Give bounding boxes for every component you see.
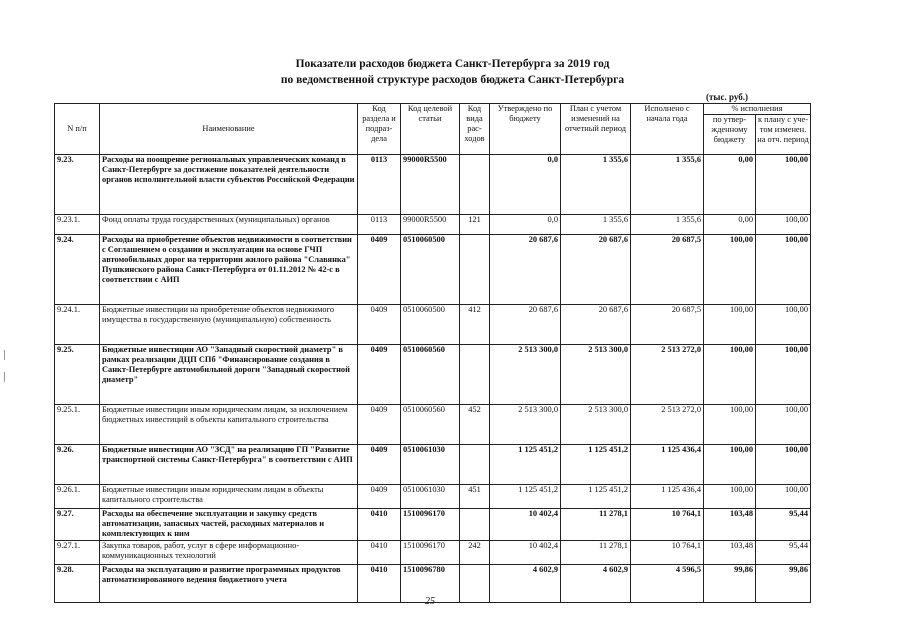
table-row: [55, 541, 811, 565]
row-section-code: 0409: [358, 235, 401, 305]
row-plan: 4 602,9: [561, 565, 631, 603]
row-target-code: 0510060560: [401, 345, 460, 405]
row-section-code: 0410: [358, 565, 401, 603]
table-row: [55, 305, 811, 345]
row-target-code: 99000R5500: [401, 215, 460, 235]
row-done: 2 513 272,0: [631, 345, 704, 405]
row-plan: 1 125 451,2: [561, 485, 631, 509]
row-done: 1 355,6: [631, 215, 704, 235]
row-section-code: 0409: [358, 345, 401, 405]
table-row: [55, 509, 811, 541]
row-section-code: 0113: [358, 155, 401, 215]
table-row: [55, 155, 811, 215]
row-target-code: 1510096170: [401, 541, 460, 565]
row-number: 9.25.: [55, 345, 100, 405]
row-done: 10 764,1: [631, 509, 704, 541]
row-pct-plan: 99,86: [756, 565, 811, 603]
row-pct-plan: 100,00: [756, 155, 811, 215]
header-pct-budget: по утвер- жденному бюджету: [704, 115, 756, 155]
row-pct-budget: 100,00: [704, 235, 756, 305]
row-done: 4 596,5: [631, 565, 704, 603]
row-pct-budget: 0,00: [704, 215, 756, 235]
row-done: 1 125 436,4: [631, 445, 704, 485]
row-type-code: 452: [460, 405, 490, 445]
row-plan: 2 513 300,0: [561, 345, 631, 405]
row-number: 9.28.: [55, 565, 100, 603]
row-type-code: 412: [460, 305, 490, 345]
row-number: 9.24.: [55, 235, 100, 305]
row-name: Бюджетные инвестиции на приобретение объектов недвижимого имущества в государственную (муниципальную) собственность: [100, 305, 358, 345]
row-name: Расходы на обеспечение эксплуатации и закупку средств автоматизации, запасных частей, расходных материалов и комплектующих к ним: [100, 509, 358, 541]
row-done: 1 355,6: [631, 155, 704, 215]
row-pct-budget: 0,00: [704, 155, 756, 215]
row-target-code: 1510096170: [401, 509, 460, 541]
row-name: Бюджетные инвестиции АО "Западный скоростной диаметр" в рамках реализации ДЦП СПб "Финансирование создания в Санкт-Петербурге автомобильной дороги "Западный скоростной диаметр": [100, 345, 358, 405]
row-target-code: 1510096780: [401, 565, 460, 603]
row-plan: 1 125 451,2: [561, 445, 631, 485]
row-pct-budget: 103,48: [704, 509, 756, 541]
row-type-code: [460, 445, 490, 485]
row-plan: 1 355,6: [561, 155, 631, 215]
row-plan: 1 355,6: [561, 215, 631, 235]
row-done: 10 764,1: [631, 541, 704, 565]
row-approved: 4 602,9: [490, 565, 561, 603]
row-pct-plan: 100,00: [756, 345, 811, 405]
row-approved: 0,0: [490, 215, 561, 235]
row-number: 9.27.: [55, 509, 100, 541]
document-title: Показатели расходов бюджета Санкт-Петербурга за 2019 год: [295, 58, 610, 70]
row-approved: 20 687,6: [490, 235, 561, 305]
row-name: Расходы на поощрение региональных управленческих команд в Санкт-Петербурге за достижение показателей деятельности органов исполнительной власти субъектов Российской Федерации: [100, 155, 358, 215]
table-row: [55, 485, 811, 509]
row-section-code: 0410: [358, 541, 401, 565]
row-name: Расходы на эксплуатацию и развитие программных продуктов автоматизированного ведения бюджетного учета: [100, 565, 358, 603]
document-subtitle: по ведомственной структуре расходов бюджета Санкт-Петербурга: [280, 74, 625, 86]
row-pct-budget: 100,00: [704, 345, 756, 405]
row-approved: 2 513 300,0: [490, 345, 561, 405]
row-number: 9.23.1.: [55, 215, 100, 235]
row-done: 20 687,5: [631, 235, 704, 305]
row-type-code: [460, 235, 490, 305]
row-target-code: 0510061030: [401, 485, 460, 509]
header-percent-group: % исполнения: [704, 104, 811, 115]
page-number: 25: [425, 596, 435, 607]
row-done: 20 687,5: [631, 305, 704, 345]
expenditure-table: [54, 103, 811, 603]
row-plan: 11 278,1: [561, 541, 631, 565]
row-pct-plan: 100,00: [756, 215, 811, 235]
row-number: 9.24.1.: [55, 305, 100, 345]
row-name: Закупка товаров, работ, услуг в сфере информационно-коммуникационных технологий: [100, 541, 358, 565]
row-pct-budget: 100,00: [704, 405, 756, 445]
row-section-code: 0409: [358, 485, 401, 509]
header-section-code: Код раздела и подраз- дела: [358, 104, 401, 155]
row-plan: 11 278,1: [561, 509, 631, 541]
row-section-code: 0113: [358, 215, 401, 235]
row-type-code: [460, 509, 490, 541]
row-number: 9.26.: [55, 445, 100, 485]
row-approved: 1 125 451,2: [490, 485, 561, 509]
row-pct-budget: 103,48: [704, 541, 756, 565]
row-approved: 1 125 451,2: [490, 445, 561, 485]
row-pct-plan: 100,00: [756, 485, 811, 509]
row-done: 2 513 272,0: [631, 405, 704, 445]
row-target-code: 0510060560: [401, 405, 460, 445]
row-type-code: [460, 155, 490, 215]
table-row: [55, 405, 811, 445]
row-name: Расходы на приобретение объектов недвижимости в соответствии с Соглашением о создании и эксплуатации на основе ГЧП автомобильных дорог на территории жилого района "Славянка" Пушкинского района Санкт-Петербурга от 01.11.2012 № 42-с в соответствии с АИП: [100, 235, 358, 305]
row-pct-plan: 100,00: [756, 405, 811, 445]
header-type-code: Код вида рас- ходов: [460, 104, 490, 155]
row-section-code: 0410: [358, 509, 401, 541]
row-section-code: 0409: [358, 405, 401, 445]
row-pct-plan: 100,00: [756, 235, 811, 305]
row-plan: 2 513 300,0: [561, 405, 631, 445]
row-target-code: 0510060500: [401, 305, 460, 345]
row-number: 9.23.: [55, 155, 100, 215]
row-name: Бюджетные инвестиции иным юридическим лицам, за исключением бюджетных инвестиций в объекты капитального строительства: [100, 405, 358, 445]
header-pct-plan: к плану с уче- том изменен. на отч. период: [756, 115, 811, 155]
row-pct-plan: 95,44: [756, 541, 811, 565]
header-done: Исполнено с начала года: [631, 104, 704, 155]
row-pct-budget: 100,00: [704, 485, 756, 509]
row-target-code: 99000R5500: [401, 155, 460, 215]
row-done: 1 125 436,4: [631, 485, 704, 509]
row-type-code: 451: [460, 485, 490, 509]
row-approved: 2 513 300,0: [490, 405, 561, 445]
binding-mark: [4, 350, 5, 360]
row-name: Фонд оплаты труда государственных (муниципальных) органов: [100, 215, 358, 235]
row-type-code: [460, 345, 490, 405]
row-pct-budget: 100,00: [704, 445, 756, 485]
table-row: [55, 235, 811, 305]
row-section-code: 0409: [358, 445, 401, 485]
row-number: 9.25.1.: [55, 405, 100, 445]
row-approved: 10 402,4: [490, 541, 561, 565]
table-row: [55, 345, 811, 405]
row-pct-budget: 99,86: [704, 565, 756, 603]
row-pct-plan: 100,00: [756, 305, 811, 345]
row-target-code: 0510061030: [401, 445, 460, 485]
header-plan: План с учетом изменений на отчетный период: [561, 104, 631, 155]
row-name: Бюджетные инвестиции иным юридическим лицам в объекты капитального строительства: [100, 485, 358, 509]
row-approved: 10 402,4: [490, 509, 561, 541]
row-number: 9.27.1.: [55, 541, 100, 565]
row-approved: 20 687,6: [490, 305, 561, 345]
header-name: Наименование: [100, 104, 358, 155]
header-approved: Утверждено по бюджету: [490, 104, 561, 155]
table-row: [55, 445, 811, 485]
row-type-code: 242: [460, 541, 490, 565]
header-num: N п/п: [55, 104, 100, 155]
row-plan: 20 687,6: [561, 235, 631, 305]
row-pct-plan: 100,00: [756, 445, 811, 485]
row-plan: 20 687,6: [561, 305, 631, 345]
table-row: [55, 215, 811, 235]
header-target-code: Код целевой статьи: [401, 104, 460, 155]
units-label: (тыс. руб.): [706, 92, 748, 102]
row-pct-plan: 95,44: [756, 509, 811, 541]
row-section-code: 0409: [358, 305, 401, 345]
row-type-code: 121: [460, 215, 490, 235]
row-target-code: 0510060500: [401, 235, 460, 305]
binding-mark: [4, 372, 5, 382]
row-name: Бюджетные инвестиции АО "ЗСД" на реализацию ГП "Развитие транспортной системы Санкт-Петербурга" в соответствии с АИП: [100, 445, 358, 485]
row-number: 9.26.1.: [55, 485, 100, 509]
row-pct-budget: 100,00: [704, 305, 756, 345]
row-approved: 0,0: [490, 155, 561, 215]
